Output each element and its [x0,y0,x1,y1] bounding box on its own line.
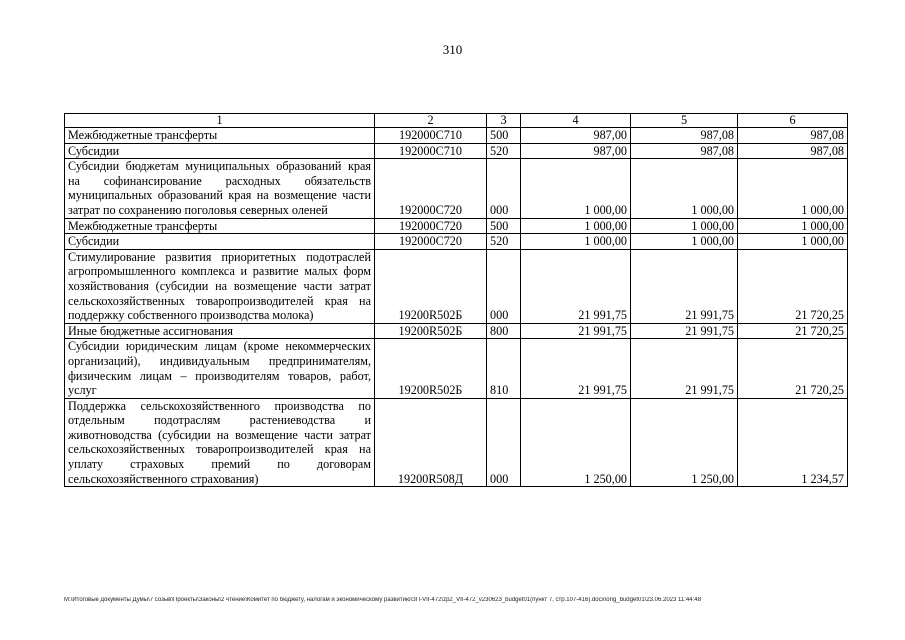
col-header-6: 6 [738,114,848,128]
table-row [65,323,848,339]
row-value-6: 1 234,57 [738,398,848,487]
row-name: Субсидии бюджетам муниципальных образований края на софинансирование расходных обязательств муниципальных образований края на возмещение части затрат по сохранению поголовья северных оленей [65,159,375,218]
row-name: Поддержка сельскохозяйственного производства по отдельным подотраслям растениеводства и животноводства (субсидии на возмещение части затрат сельскохозяйственных товаропроизводителей края на уплату страховых премий по договорам сельскохозяйственного страхования) [65,398,375,487]
row-type: 520 [487,143,521,159]
row-type: 000 [487,398,521,487]
row-value-5: 987,08 [631,128,738,144]
row-value-5: 1 000,00 [631,234,738,250]
row-value-4: 21 991,75 [521,339,631,398]
row-value-4: 987,00 [521,143,631,159]
row-value-4: 1 000,00 [521,159,631,218]
row-value-5: 21 991,75 [631,249,738,323]
row-name: Стимулирование развития приоритетных подотраслей агропромышленного комплекса и развитие малых форм хозяйствования (субсидии на возмещение части затрат сельскохозяйственных товаропроизводителей края на поддержку собственного производства молока) [65,249,375,323]
row-code: 192000С710 [375,143,487,159]
table-row [65,128,848,144]
row-code: 192000С710 [375,128,487,144]
row-name: Иные бюджетные ассигнования [65,323,375,339]
document-path-footer: M:\Итоговые документы Думы\7 созыв\Проекты\Законы\2 чтение\Комитет по бюджету, налогам и экономическому развитию\ЗП-VII-472\zp2_VII-472_v230623_budget01(пункт 7, стр.107-416).docx\orig_budget01\23.06.2023 11:44:48 [64,597,701,603]
row-value-5: 1 250,00 [631,398,738,487]
row-code: 192000С720 [375,218,487,234]
row-code: 19200R502Б [375,323,487,339]
row-value-6: 21 720,25 [738,323,848,339]
row-type: 810 [487,339,521,398]
row-name: Субсидии [65,234,375,250]
table-row [65,159,848,218]
col-header-4: 4 [521,114,631,128]
row-value-6: 1 000,00 [738,234,848,250]
row-type: 500 [487,128,521,144]
table-row [65,143,848,159]
table-row [65,249,848,323]
row-name: Субсидии [65,143,375,159]
row-code: 19200R502Б [375,339,487,398]
table-row [65,398,848,487]
row-type: 520 [487,234,521,250]
row-value-5: 1 000,00 [631,218,738,234]
row-name: Субсидии юридическим лицам (кроме некоммерческих организаций), индивидуальным предпринимателям, физическим лицам – производителям товаров, работ, услуг [65,339,375,398]
col-header-3: 3 [487,114,521,128]
row-value-6: 21 720,25 [738,339,848,398]
table-row [65,234,848,250]
row-code: 192000С720 [375,234,487,250]
row-type: 000 [487,159,521,218]
row-code: 19200R508Д [375,398,487,487]
row-code: 192000С720 [375,159,487,218]
row-type: 500 [487,218,521,234]
page-number: 310 [442,42,463,57]
row-code: 19200R502Б [375,249,487,323]
row-name: Межбюджетные трансферты [65,218,375,234]
col-header-1: 1 [65,114,375,128]
row-value-5: 987,08 [631,143,738,159]
row-value-5: 1 000,00 [631,159,738,218]
table-row [65,218,848,234]
col-header-5: 5 [631,114,738,128]
row-value-5: 21 991,75 [631,339,738,398]
row-value-5: 21 991,75 [631,323,738,339]
row-value-4: 21 991,75 [521,323,631,339]
row-type: 000 [487,249,521,323]
row-value-6: 1 000,00 [738,218,848,234]
row-value-4: 1 000,00 [521,234,631,250]
table-row [65,339,848,398]
row-type: 800 [487,323,521,339]
row-value-4: 1 250,00 [521,398,631,487]
row-name: Межбюджетные трансферты [65,128,375,144]
row-value-6: 987,08 [738,143,848,159]
row-value-6: 1 000,00 [738,159,848,218]
row-value-4: 987,00 [521,128,631,144]
budget-table [64,113,848,487]
row-value-4: 1 000,00 [521,218,631,234]
row-value-4: 21 991,75 [521,249,631,323]
row-value-6: 21 720,25 [738,249,848,323]
header-row [65,114,848,128]
col-header-2: 2 [375,114,487,128]
row-value-6: 987,08 [738,128,848,144]
